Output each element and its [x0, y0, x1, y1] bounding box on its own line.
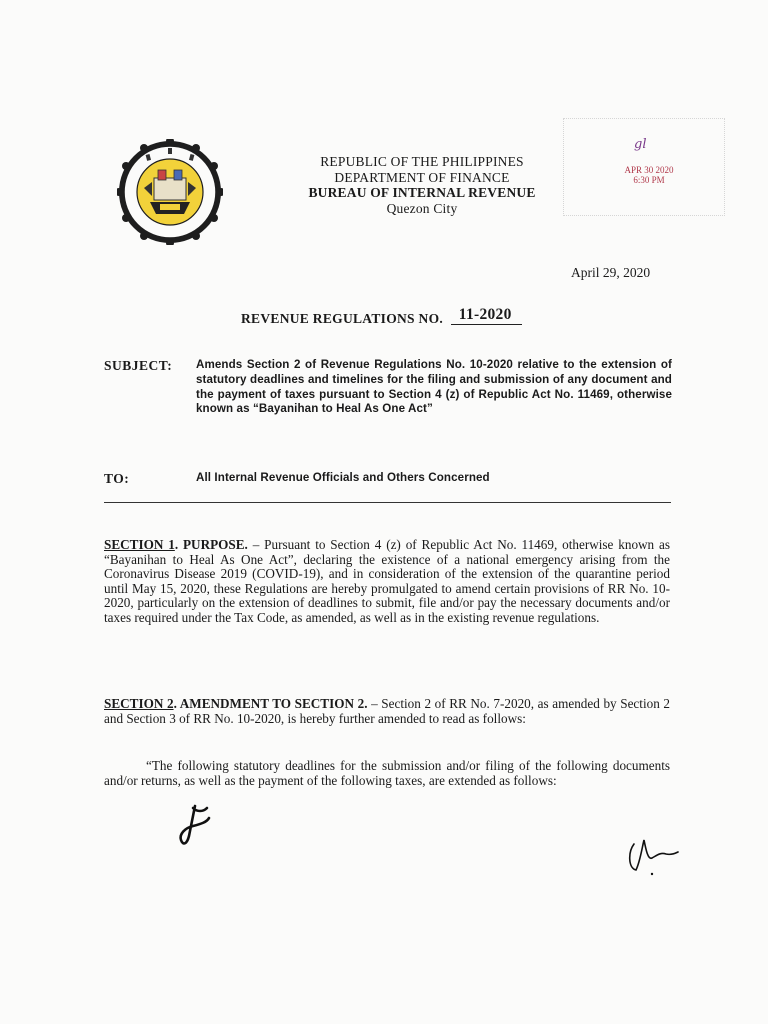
- section-2-paragraph: [104, 697, 670, 726]
- subject-text: Amends Section 2 of Revenue Regulations No. 10-2020 relative to the extension of statutory deadlines and timelines for the filing and submission of any document and the payment of taxes pursuant to Section 4 (z) of Republic Act No. 11469, otherwise known as “Bayanihan to Heal As One Act”: [196, 358, 672, 416]
- section-1-title: . PURPOSE.: [174, 537, 248, 552]
- section-2-number: SECTION 2: [104, 696, 174, 711]
- received-stamp: [563, 118, 725, 216]
- header-city: Quezon City: [386, 200, 458, 216]
- to-text: All Internal Revenue Officials and Others Concerned: [196, 471, 490, 484]
- regulation-label: REVENUE REGULATIONS NO.: [241, 311, 444, 326]
- stamp-date-time: [604, 165, 694, 185]
- section-2-title: . AMENDMENT TO SECTION 2.: [173, 696, 368, 711]
- header-department: DEPARTMENT OF FINANCE: [334, 169, 510, 185]
- header-bureau: BUREAU OF INTERNAL REVENUE: [308, 185, 536, 200]
- divider: [104, 502, 671, 503]
- section-1-paragraph: [104, 538, 670, 625]
- stamp-time: 6:30 PM: [633, 175, 665, 185]
- section-2-text: – Section 2 of RR No. 7-2020, as amended by Section 2 and Section 3 of RR No. 10-2020, is hereby further amended to read as follows:: [104, 696, 670, 726]
- stamp-date: APR 30 2020: [624, 165, 674, 175]
- bir-seal-logo: [117, 139, 223, 245]
- regulation-number: 11-2020: [451, 306, 522, 325]
- quoted-amendment: “The following statutory deadlines for the submission and/or filing of the following documents and/or returns, as well as the payment of the following taxes, are extended as follows:: [104, 758, 670, 788]
- to-label: TO:: [104, 471, 130, 486]
- agency-header: [288, 154, 556, 216]
- subject-label: SUBJECT:: [104, 358, 173, 373]
- initial-signature-right: [622, 834, 680, 880]
- section-1-text: – Pursuant to Section 4 (z) of Republic Act No. 11469, otherwise known as “Bayanihan to Heal As One Act”, declaring the existence of a national emergency arising from the Coronavirus Disease 2019 (COVID-19), and in consideration of the extension of the quarantine period until May 15, 2020, these Regulations are hereby promulgated to amend certain provisions of RR No. 10-2020, particularly on the extension of deadlines to submit, file and/or pay the necessary documents and/or taxes required under the Tax Code, as amended, as well as in the existing revenue regulations.: [104, 537, 671, 625]
- initial-signature-left: [175, 802, 215, 850]
- header-country: REPUBLIC OF THE PHILIPPINES: [320, 154, 524, 169]
- section-1-number: SECTION 1: [104, 537, 175, 552]
- regulation-title: [241, 306, 522, 329]
- document-date: April 29, 2020: [571, 265, 651, 280]
- stamp-initial: gl: [634, 137, 647, 152]
